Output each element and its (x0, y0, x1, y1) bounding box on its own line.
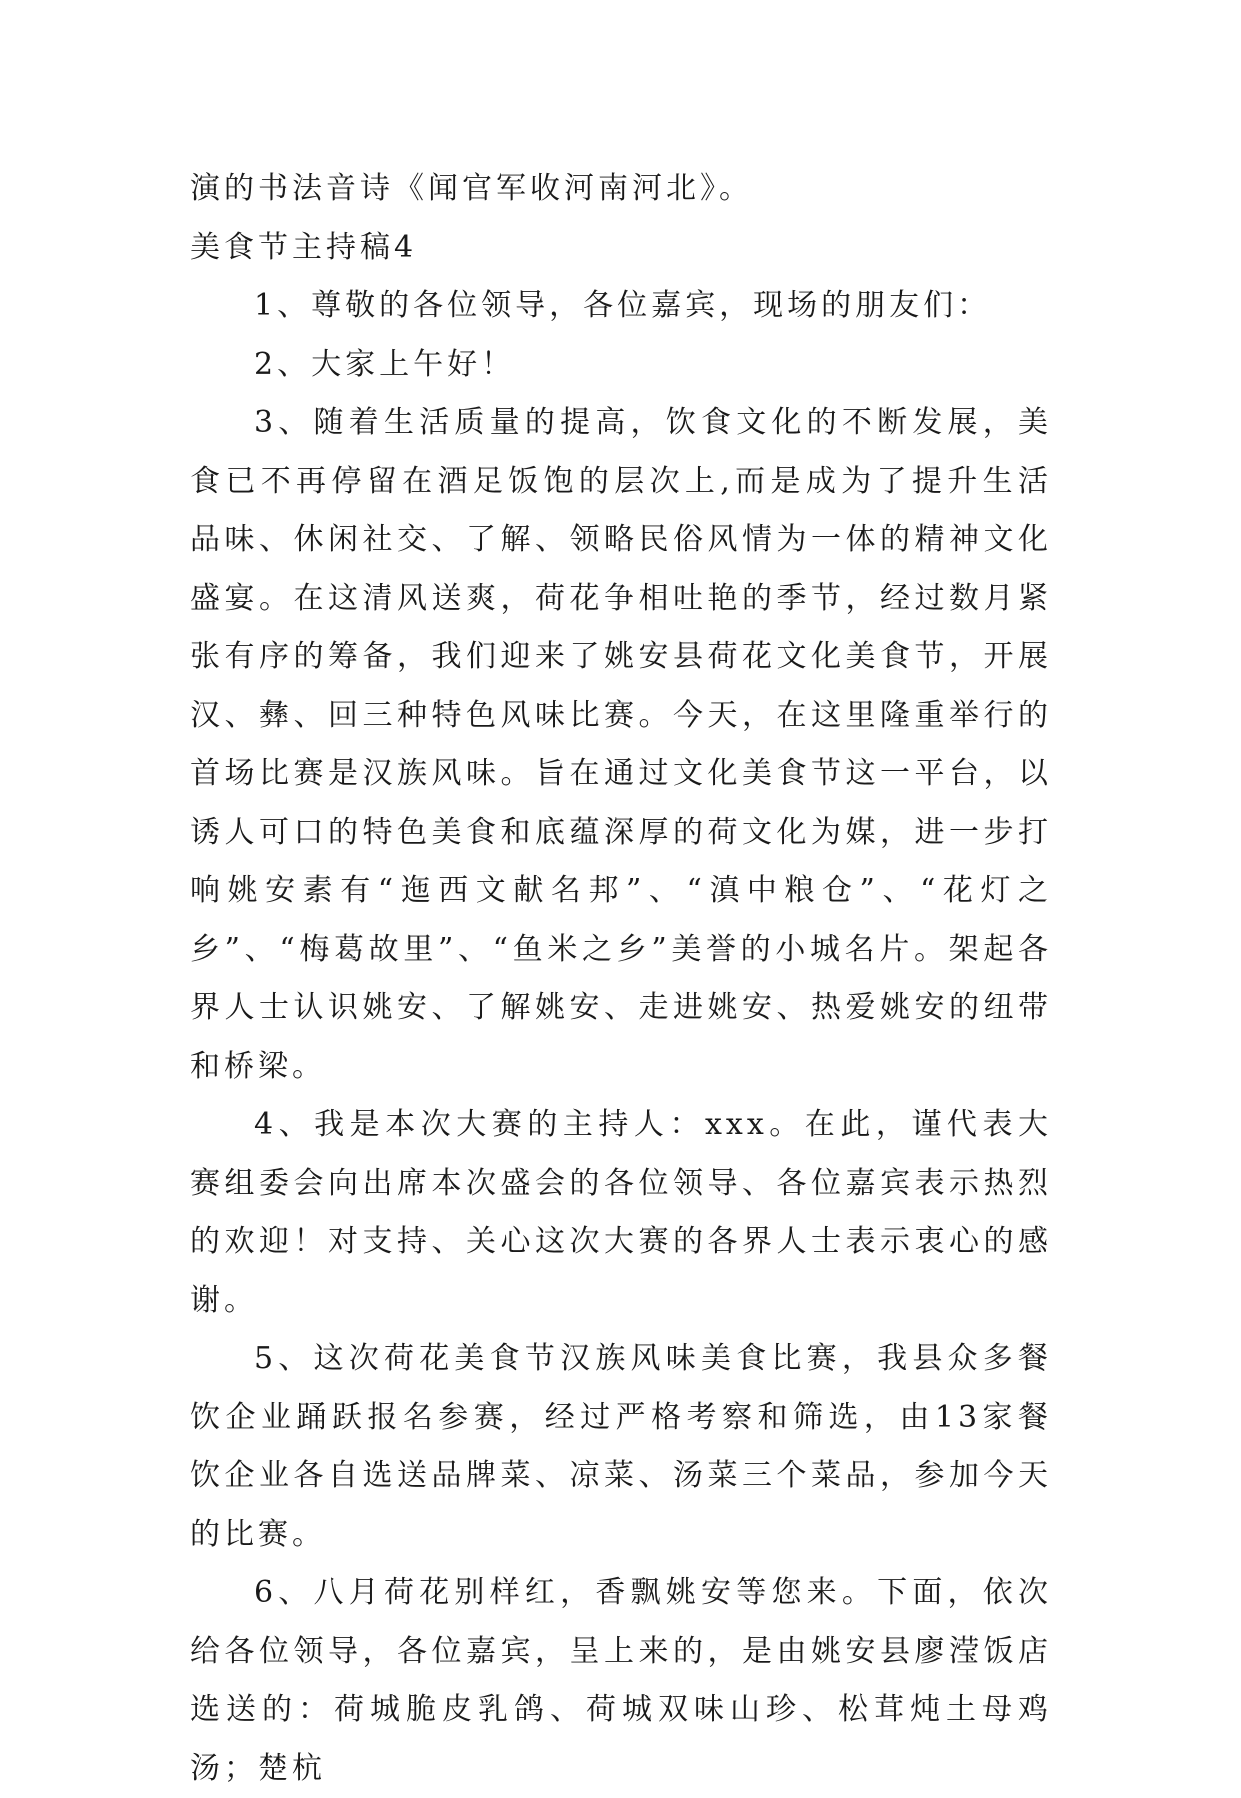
paragraph-2: 2、大家上午好！ (254, 346, 516, 382)
paragraph-5: 5、这次荷花美食节汉族风味美食比赛，我县众多餐饮企业踊跃报名参赛，经过严格考察和筛选，由13家餐饮企业各自选送品牌菜、凉菜、汤菜三个菜品，参加今天的比赛。 (190, 1341, 1052, 1552)
continuation-line: 演的书法音诗《闻官军收河南河北》。 (190, 171, 753, 206)
section-title: 美食节主持稿4 (190, 229, 418, 265)
paragraph-1: 1、尊敬的各位领导，各位嘉宾，现场的朋友们： (254, 288, 992, 323)
document-body (190, 160, 1052, 1798)
paragraph-4: 4、我是本次大赛的主持人：xxx。在此，谨代表大赛组委会向出席本次盛会的各位领导、各位嘉宾表示热烈的欢迎！对支持、关心这次大赛的各界人士表示衷心的感谢。 (190, 1107, 1052, 1318)
paragraph-3: 3、随着生活质量的提高，饮食文化的不断发展，美食已不再停留在酒足饭饱的层次上,而是成为了提升生活品味、休闲社交、了解、领略民俗风情为一体的精神文化盛宴。在这清风送爽，荷花争相吐艳的季节，经过数月紧张有序的筹备，我们迎来了姚安县荷花文化美食节，开展汉、彝、回三种特色风味比赛。今天，在这里隆重举行的首场比赛是汉族风味。旨在通过文化美食节这一平台，以诱人可口的特色美食和底蕴深厚的荷文化为媒，进一步打响姚安素有“迤西文献名邦”、“滇中粮仓”、“花灯之乡”、“梅葛故里”、“鱼米之乡”美誉的小城名片。架起各界人士认识姚安、了解姚安、走进姚安、热爱姚安的纽带和桥梁。 (190, 405, 1052, 1084)
paragraph-6: 6、八月荷花别样红，香飘姚安等您来。下面，依次给各位领导，各位嘉宾，呈上来的，是由姚安县廖滢饭店选送的：荷城脆皮乳鸽、荷城双味山珍、松茸炖土母鸡汤；楚杭 (190, 1575, 1052, 1786)
